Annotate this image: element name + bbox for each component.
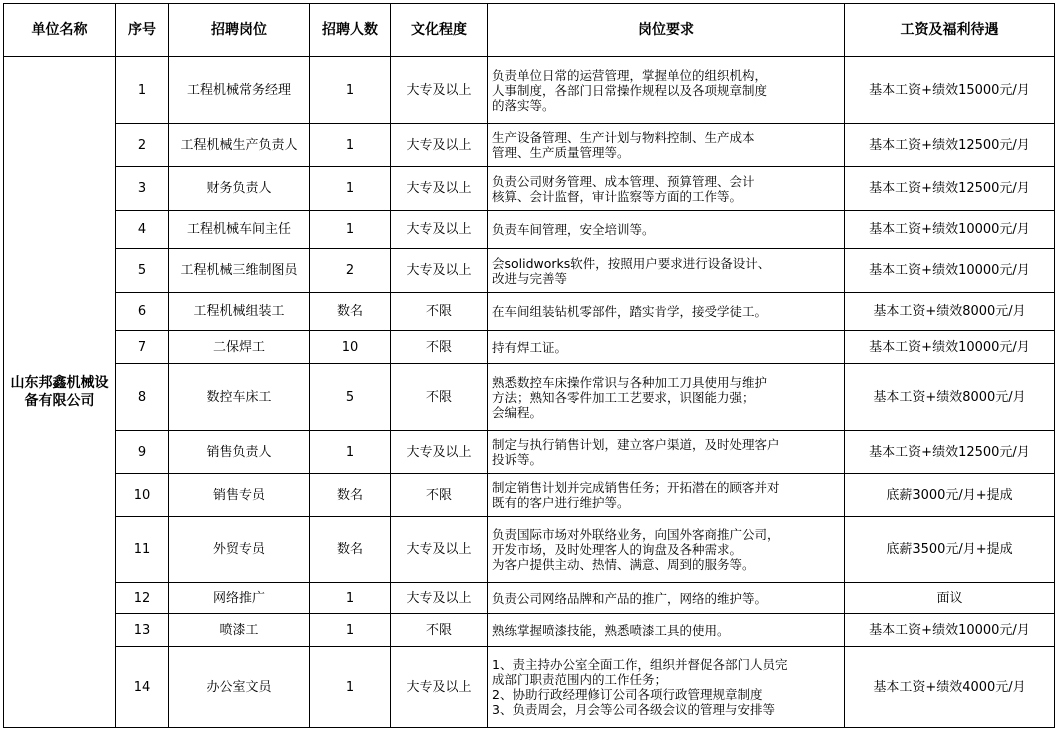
requirements-cell: [488, 249, 845, 293]
table-row: [4, 57, 1055, 124]
position-cell: 喷漆工: [169, 614, 310, 647]
requirements-cell: [488, 364, 845, 431]
table-row: [4, 293, 1055, 331]
count-cell: 1: [310, 647, 391, 728]
position-cell: 财务负责人: [169, 167, 310, 211]
requirement-line: 开发市场，及时处理客人的询盘及各种需求。: [492, 542, 743, 557]
requirement-line: 负责国际市场对外联络业务，向国外客商推广公司，: [492, 527, 780, 542]
education-cell: 不限: [391, 364, 488, 431]
table-row: [4, 647, 1055, 728]
requirement-line: 持有焊工证。: [492, 339, 568, 355]
header-count: 招聘人数: [310, 4, 391, 57]
requirement-line: 会编程。: [492, 404, 543, 420]
education-cell: 不限: [391, 293, 488, 331]
row-number: 7: [116, 331, 169, 364]
requirement-line: 负责公司财务管理、成本管理、预算管理、会计: [492, 173, 755, 189]
position-cell: 销售负责人: [169, 431, 310, 474]
count-cell: 数名: [310, 474, 391, 517]
requirement-line: 会solidworks软件，按照用户要求进行设备设计、: [492, 255, 771, 271]
salary-cell: 基本工资+绩效8000元/月: [845, 293, 1055, 331]
header-requirements: 岗位要求: [488, 4, 845, 57]
requirement-line: 负责车间管理，安全培训等。: [492, 222, 655, 237]
requirement-line: 为客户提供主动、热情、满意、周到的服务等。: [492, 557, 755, 572]
education-cell: 不限: [391, 474, 488, 517]
education-cell: 大专及以上: [391, 124, 488, 167]
requirements-cell: [488, 431, 845, 474]
position-cell: 工程机械车间主任: [169, 211, 310, 249]
row-number: 3: [116, 167, 169, 211]
requirement-line: 熟练掌握喷漆技能，熟悉喷漆工具的使用。: [492, 622, 730, 638]
position-cell: 网络推广: [169, 583, 310, 614]
education-cell: 大专及以上: [391, 583, 488, 614]
requirements-cell: [488, 583, 845, 614]
row-number: 9: [116, 431, 169, 474]
salary-cell: 基本工资+绩效12500元/月: [845, 167, 1055, 211]
row-number: 5: [116, 249, 169, 293]
table-row: [4, 364, 1055, 431]
count-cell: 1: [310, 583, 391, 614]
position-cell: 办公室文员: [169, 647, 310, 728]
position-cell: 工程机械生产负责人: [169, 124, 310, 167]
requirement-line: 制定与执行销售计划，建立客户渠道，及时处理客户: [492, 437, 780, 452]
salary-cell: 基本工资+绩效15000元/月: [845, 57, 1055, 124]
count-cell: 1: [310, 124, 391, 167]
salary-cell: 基本工资+绩效12500元/月: [845, 431, 1055, 474]
header-salary: 工资及福利待遇: [845, 4, 1055, 57]
requirement-line: 熟悉数控车床操作常识与各种加工刀具使用与维护: [492, 374, 768, 390]
requirement-line: 3、负责周会，月会等公司各级会议的管理与安排等: [492, 702, 775, 717]
header-company: 单位名称: [4, 4, 116, 57]
header-education: 文化程度: [391, 4, 488, 57]
row-number: 1: [116, 57, 169, 124]
count-cell: 5: [310, 364, 391, 431]
position-cell: 工程机械组装工: [169, 293, 310, 331]
requirement-line: 既有的客户进行维护等。: [492, 495, 630, 510]
education-cell: 不限: [391, 331, 488, 364]
education-cell: 大专及以上: [391, 167, 488, 211]
requirement-line: 负责单位日常的运营管理，掌握单位的组织机构，: [492, 67, 768, 83]
count-cell: 1: [310, 57, 391, 124]
count-cell: 数名: [310, 517, 391, 583]
education-cell: 大专及以上: [391, 431, 488, 474]
recruitment-table: [3, 3, 1055, 728]
requirements-cell: [488, 647, 845, 728]
row-number: 4: [116, 211, 169, 249]
row-number: 13: [116, 614, 169, 647]
requirement-line: 投诉等。: [492, 452, 543, 467]
header-row: [4, 4, 1055, 57]
requirement-line: 核算、会计监督，审计监察等方面的工作等。: [492, 188, 743, 204]
salary-cell: 基本工资+绩效4000元/月: [845, 647, 1055, 728]
position-cell: 数控车床工: [169, 364, 310, 431]
salary-cell: 面议: [845, 583, 1055, 614]
row-number: 6: [116, 293, 169, 331]
requirements-cell: [488, 474, 845, 517]
position-cell: 销售专员: [169, 474, 310, 517]
table-row: [4, 583, 1055, 614]
position-cell: 工程机械常务经理: [169, 57, 310, 124]
count-cell: 10: [310, 331, 391, 364]
count-cell: 数名: [310, 293, 391, 331]
row-number: 14: [116, 647, 169, 728]
count-cell: 1: [310, 431, 391, 474]
recruitment-sheet: [3, 3, 1055, 728]
row-number: 11: [116, 517, 169, 583]
requirement-line: 成部门职责范围内的工作任务；: [492, 672, 668, 687]
education-cell: 大专及以上: [391, 57, 488, 124]
requirements-cell: [488, 124, 845, 167]
requirement-line: 的落实等。: [492, 97, 555, 113]
company-name: 山东邦鑫机械设备有限公司: [4, 57, 116, 728]
header-position: 招聘岗位: [169, 4, 310, 57]
table-row: [4, 211, 1055, 249]
salary-cell: 底薪3500元/月+提成: [845, 517, 1055, 583]
requirement-line: 2、协助行政经理修订公司各项行政管理规章制度: [492, 687, 763, 702]
position-cell: 外贸专员: [169, 517, 310, 583]
row-number: 2: [116, 124, 169, 167]
requirement-line: 在车间组装钻机零部件，踏实肯学，接受学徒工。: [492, 304, 768, 319]
requirements-cell: [488, 331, 845, 364]
table-row: [4, 614, 1055, 647]
table-row: [4, 124, 1055, 167]
requirement-line: 改进与完善等: [492, 270, 568, 286]
requirements-cell: [488, 293, 845, 331]
requirements-cell: [488, 57, 845, 124]
salary-cell: 底薪3000元/月+提成: [845, 474, 1055, 517]
count-cell: 1: [310, 167, 391, 211]
count-cell: 2: [310, 249, 391, 293]
salary-cell: 基本工资+绩效12500元/月: [845, 124, 1055, 167]
table-row: [4, 517, 1055, 583]
education-cell: 大专及以上: [391, 517, 488, 583]
requirement-line: 制定销售计划并完成销售任务；开拓潜在的顾客并对: [492, 480, 780, 495]
requirement-line: 生产设备管理、生产计划与物料控制、生产成本: [492, 130, 755, 145]
row-number: 12: [116, 583, 169, 614]
requirements-cell: [488, 614, 845, 647]
education-cell: 大专及以上: [391, 249, 488, 293]
requirements-cell: [488, 167, 845, 211]
requirements-cell: [488, 517, 845, 583]
salary-cell: 基本工资+绩效10000元/月: [845, 249, 1055, 293]
education-cell: 大专及以上: [391, 647, 488, 728]
requirement-line: 方法；熟知各零件加工工艺要求，识图能力强；: [492, 389, 755, 405]
table-row: [4, 431, 1055, 474]
table-row: [4, 249, 1055, 293]
table-row: [4, 474, 1055, 517]
requirement-line: 1、责主持办公室全面工作，组织并督促各部门人员完: [492, 657, 788, 672]
position-cell: 工程机械三维制图员: [169, 249, 310, 293]
salary-cell: 基本工资+绩效10000元/月: [845, 331, 1055, 364]
row-number: 10: [116, 474, 169, 517]
salary-cell: 基本工资+绩效10000元/月: [845, 211, 1055, 249]
requirement-line: 负责公司网络品牌和产品的推广，网络的维护等。: [492, 590, 768, 606]
requirement-line: 人事制度，各部门日常操作规程以及各项规章制度: [492, 82, 768, 98]
education-cell: 大专及以上: [391, 211, 488, 249]
requirement-line: 管理、生产质量管理等。: [492, 145, 630, 160]
count-cell: 1: [310, 211, 391, 249]
header-number: 序号: [116, 4, 169, 57]
salary-cell: 基本工资+绩效10000元/月: [845, 614, 1055, 647]
count-cell: 1: [310, 614, 391, 647]
education-cell: 不限: [391, 614, 488, 647]
table-row: [4, 167, 1055, 211]
salary-cell: 基本工资+绩效8000元/月: [845, 364, 1055, 431]
row-number: 8: [116, 364, 169, 431]
requirements-cell: [488, 211, 845, 249]
table-row: [4, 331, 1055, 364]
position-cell: 二保焊工: [169, 331, 310, 364]
